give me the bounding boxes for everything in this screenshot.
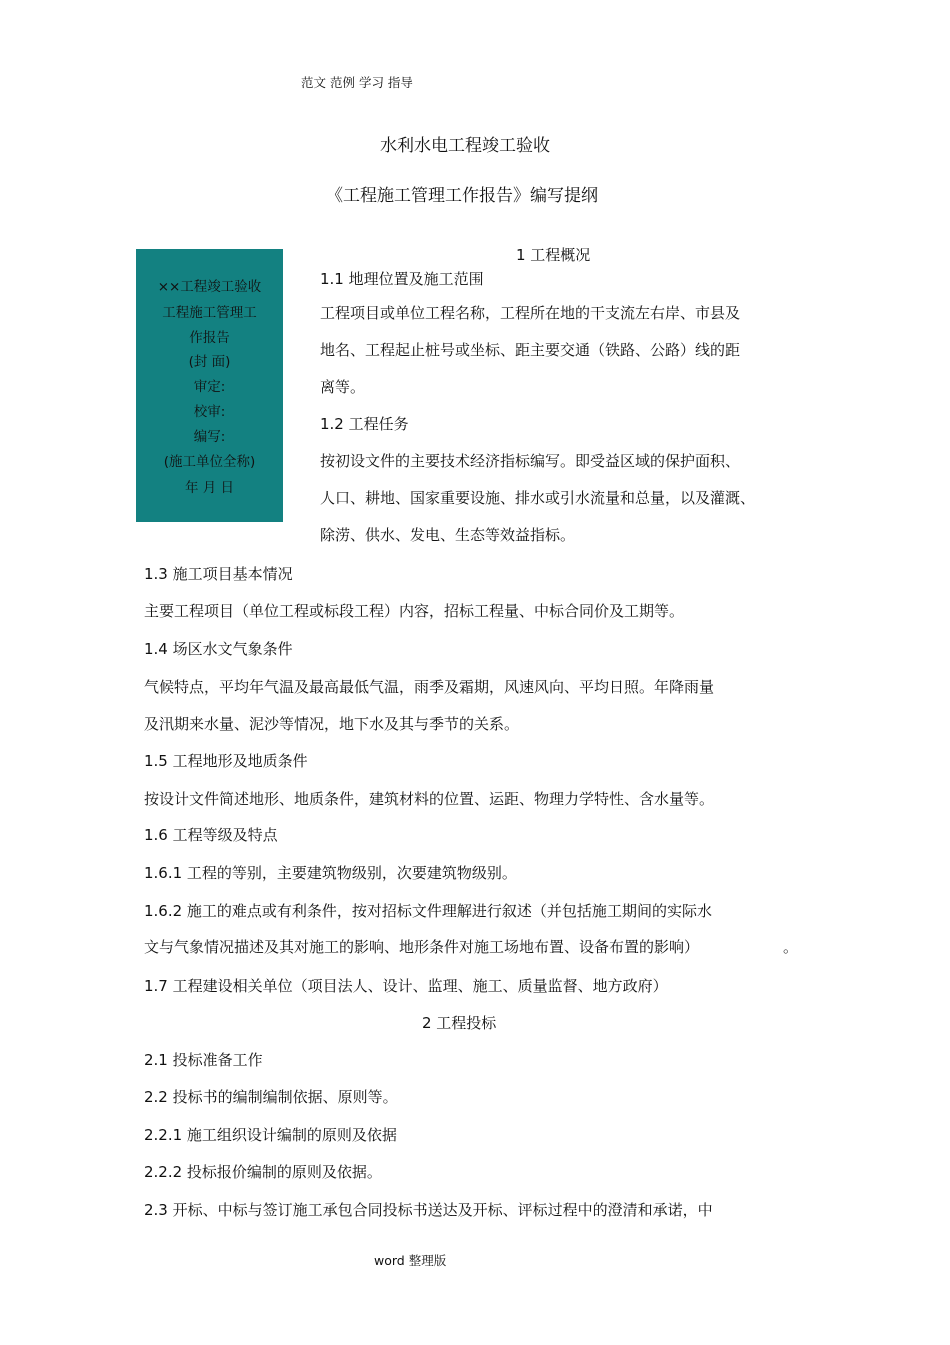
cover-line: 工程施工管理工	[162, 305, 257, 321]
subsection-heading: 2.1 投标准备工作	[144, 1051, 263, 1069]
cover-box	[136, 249, 283, 522]
paragraph-line: 除涝、供水、发电、生态等效益指标。	[320, 526, 576, 544]
subsubsection-line: 1.6.2 施工的难点或有利条件，按对招标文件理解进行叙述（并包括施工期间的实际水	[144, 902, 712, 920]
page-header: 范文 范例 学习 指导	[301, 75, 413, 90]
cover-line: (封 面)	[188, 354, 231, 370]
paragraph-line: 主要工程项目（单位工程或标段工程）内容，招标工程量、中标合同价及工期等。	[144, 602, 685, 620]
subsection-heading: 1.4 场区水文气象条件	[144, 640, 293, 658]
cover-line: 编写:	[193, 429, 226, 445]
paragraph-line: 气候特点，平均年气温及最高最低气温，雨季及霜期，风速风向、平均日照。年降雨量	[144, 678, 715, 696]
subsection-heading: 1.7 工程建设相关单位（项目法人、设计、监理、施工、质量监督、地方政府）	[144, 977, 668, 995]
paragraph-line: 人口、耕地、国家重要设施、排水或引水流量和总量，以及灌溉、	[320, 489, 756, 507]
cover-line: ××工程竣工验收	[157, 279, 262, 295]
paragraph-line: 地名、工程起止桩号或坐标、距主要交通（铁路、公路）线的距	[320, 341, 741, 359]
page-footer: word 整理版	[374, 1253, 447, 1268]
subsection-heading: 1.3 施工项目基本情况	[144, 565, 293, 583]
paragraph-line: 文与气象情况描述及其对施工的影响、地形条件对施工场地布置、设备布置的影响）	[144, 938, 700, 956]
cover-line: 审定:	[193, 379, 226, 395]
paragraph-line: 按初设文件的主要技术经济指标编写。即受益区域的保护面积、	[320, 452, 741, 470]
subsection-heading: 1.6 工程等级及特点	[144, 826, 278, 844]
section-heading: 1 工程概况	[516, 246, 591, 264]
subsubsection-line: 1.6.1 工程的等别，主要建筑物级别，次要建筑物级别。	[144, 864, 517, 882]
paragraph-line: 离等。	[320, 378, 366, 396]
cover-line: 年 月 日	[184, 480, 235, 496]
subsection-heading: 1.1 地理位置及施工范围	[320, 270, 484, 288]
paragraph-line: 按设计文件简述地形、地质条件，建筑材料的位置、运距、物理力学特性、含水量等。	[144, 790, 715, 808]
paragraph-line: 及汛期来水量、泥沙等情况，地下水及其与季节的关系。	[144, 715, 520, 733]
section-heading: 2 工程投标	[422, 1014, 497, 1032]
subsubsection-line: 2.2.1 施工组织设计编制的原则及依据	[144, 1126, 397, 1144]
paragraph-line: 工程项目或单位工程名称，工程所在地的干支流左右岸、市县及	[320, 304, 741, 322]
subsection-heading: 1.5 工程地形及地质条件	[144, 752, 308, 770]
document-title: 水利水电工程竣工验收	[380, 136, 550, 156]
document-subtitle: 《工程施工管理工作报告》编写提纲	[326, 186, 598, 206]
subsection-heading: 2.2 投标书的编制编制依据、原则等。	[144, 1088, 398, 1106]
cover-line: 作报告	[189, 330, 230, 346]
cover-line: 校审:	[193, 404, 226, 420]
paragraph-period: 。	[783, 938, 799, 956]
subsection-heading: 1.2 工程任务	[320, 415, 409, 433]
cover-line: (施工单位全称)	[163, 454, 256, 470]
subsection-heading: 2.3 开标、中标与签订施工承包合同投标书送达及开标、评标过程中的澄清和承诺，中	[144, 1201, 713, 1219]
subsubsection-line: 2.2.2 投标报价编制的原则及依据。	[144, 1163, 382, 1181]
